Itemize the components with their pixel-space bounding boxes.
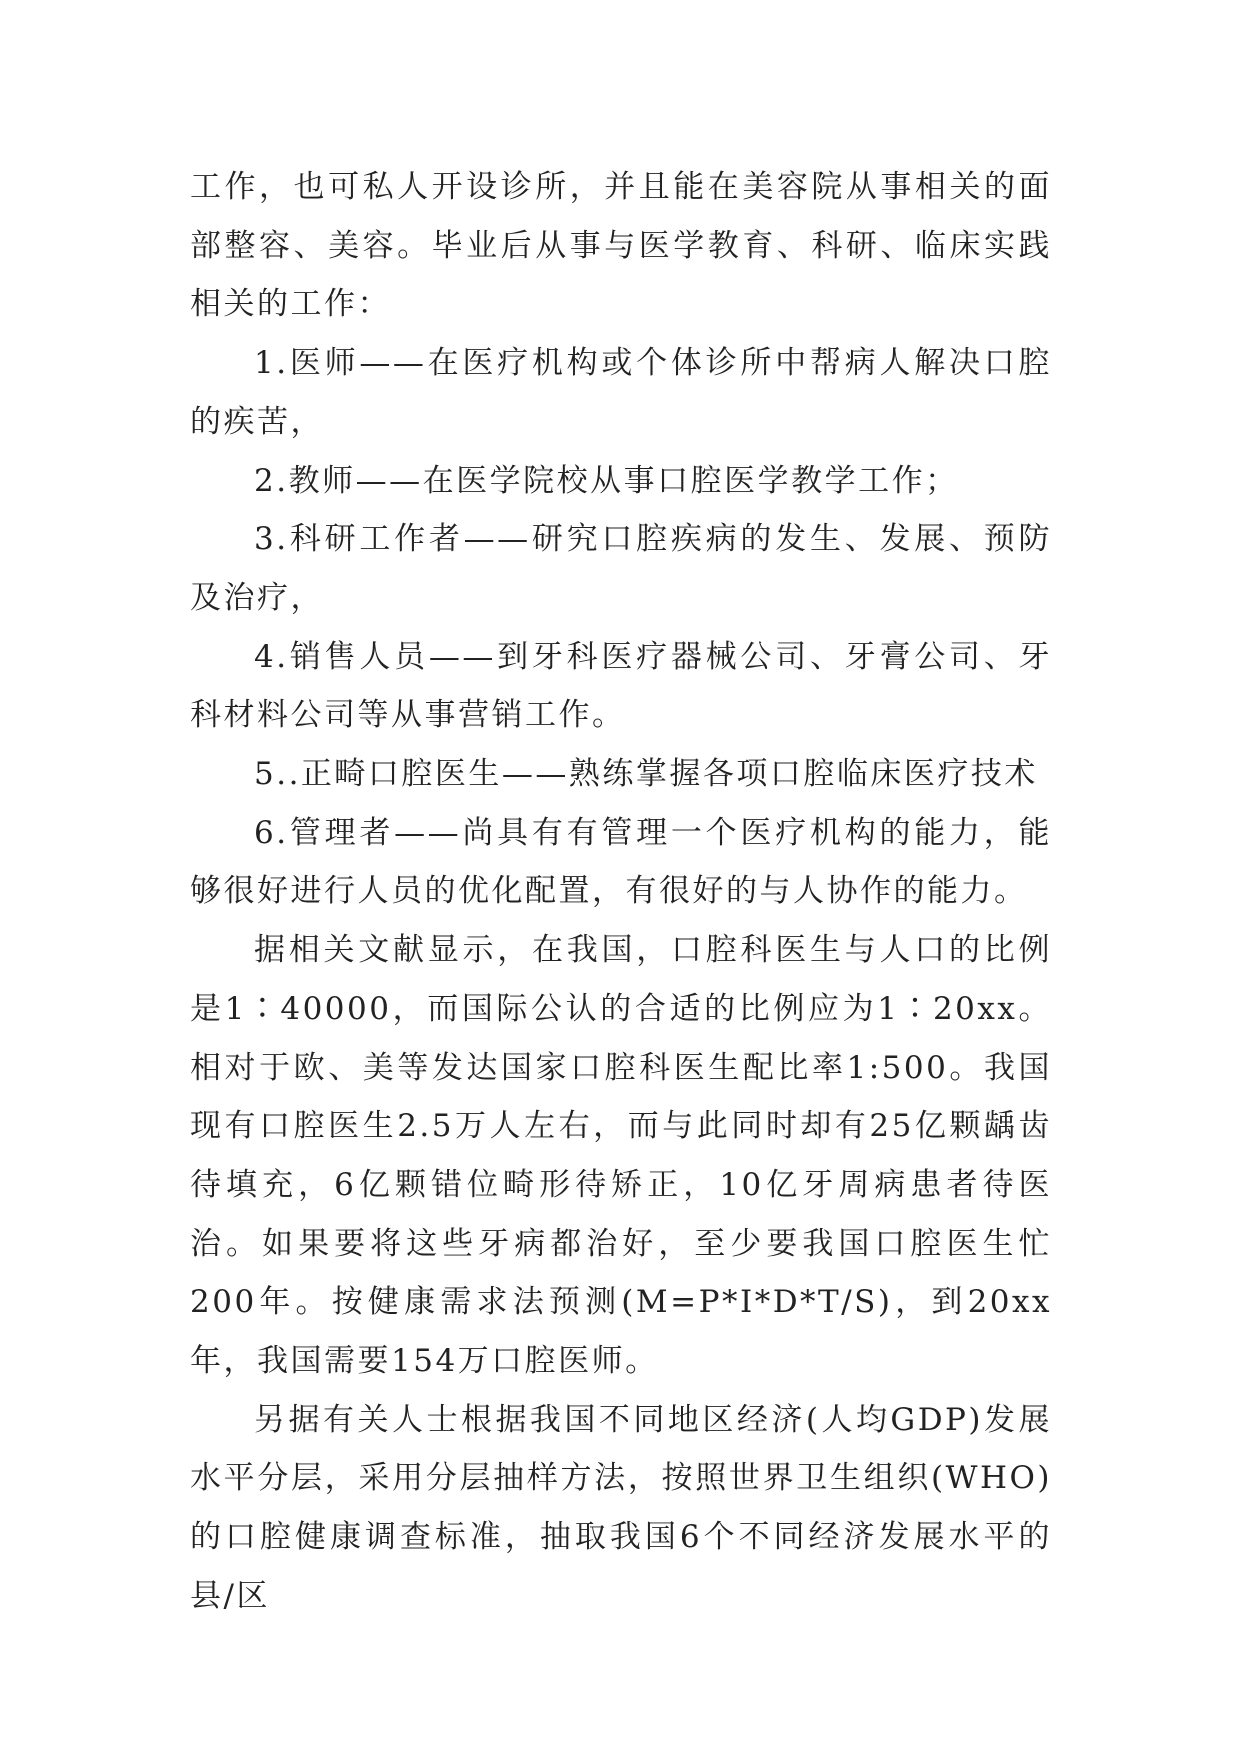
- list-item-manager: 6.管理者——尚具有有管理一个医疗机构的能力，能够很好进行人员的优化配置，有很好的与人协作的能力。: [190, 814, 1052, 910]
- list-item-sales: 4.销售人员——到牙科医疗器械公司、牙膏公司、牙科材料公司等从事营销工作。: [190, 638, 1052, 734]
- list-item-physician: 1.医师——在医疗机构或个体诊所中帮病人解决口腔的疾苦，: [190, 345, 1052, 440]
- paragraph-dentist-ratio: 据相关文献显示，在我国，口腔科医生与人口的比例是1∶40000，而国际公认的合适的比例应为1∶20xx。相对于欧、美等发达国家口腔科医生配比率1:500。我国现有口腔医生2.5万人左右，而与此同时却有25亿颗龋齿待填充，6亿颗错位畸形待矫正，10亿牙周病患者待医治。如果要将这些牙病都治好，至少要我国口腔医生忙200年。按健康需求法预测(M=P*I*D*T/S)，到20xx年，我国需要154万口腔医师。: [190, 932, 1052, 1380]
- paragraph-career-intro: 工作，也可私人开设诊所，并且能在美容院从事相关的面部整容、美容。毕业后从事与医学教育、科研、临床实践相关的工作：: [190, 169, 1052, 323]
- document-body: [190, 158, 1052, 1626]
- list-item-researcher: 3.科研工作者——研究口腔疾病的发生、发展、预防及治疗，: [190, 521, 1052, 616]
- list-item-orthodontist: 5..正畸口腔医生——熟练掌握各项口腔临床医疗技术: [254, 756, 1038, 793]
- list-item-teacher: 2.教师——在医学院校从事口腔医学教学工作；: [254, 462, 959, 499]
- paragraph-survey-method: 另据有关人士根据我国不同地区经济(人均GDP)发展水平分层，采用分层抽样方法，按照世界卫生组织(WHO)的口腔健康调查标准，抽取我国6个不同经济发展水平的县/区: [190, 1401, 1052, 1614]
